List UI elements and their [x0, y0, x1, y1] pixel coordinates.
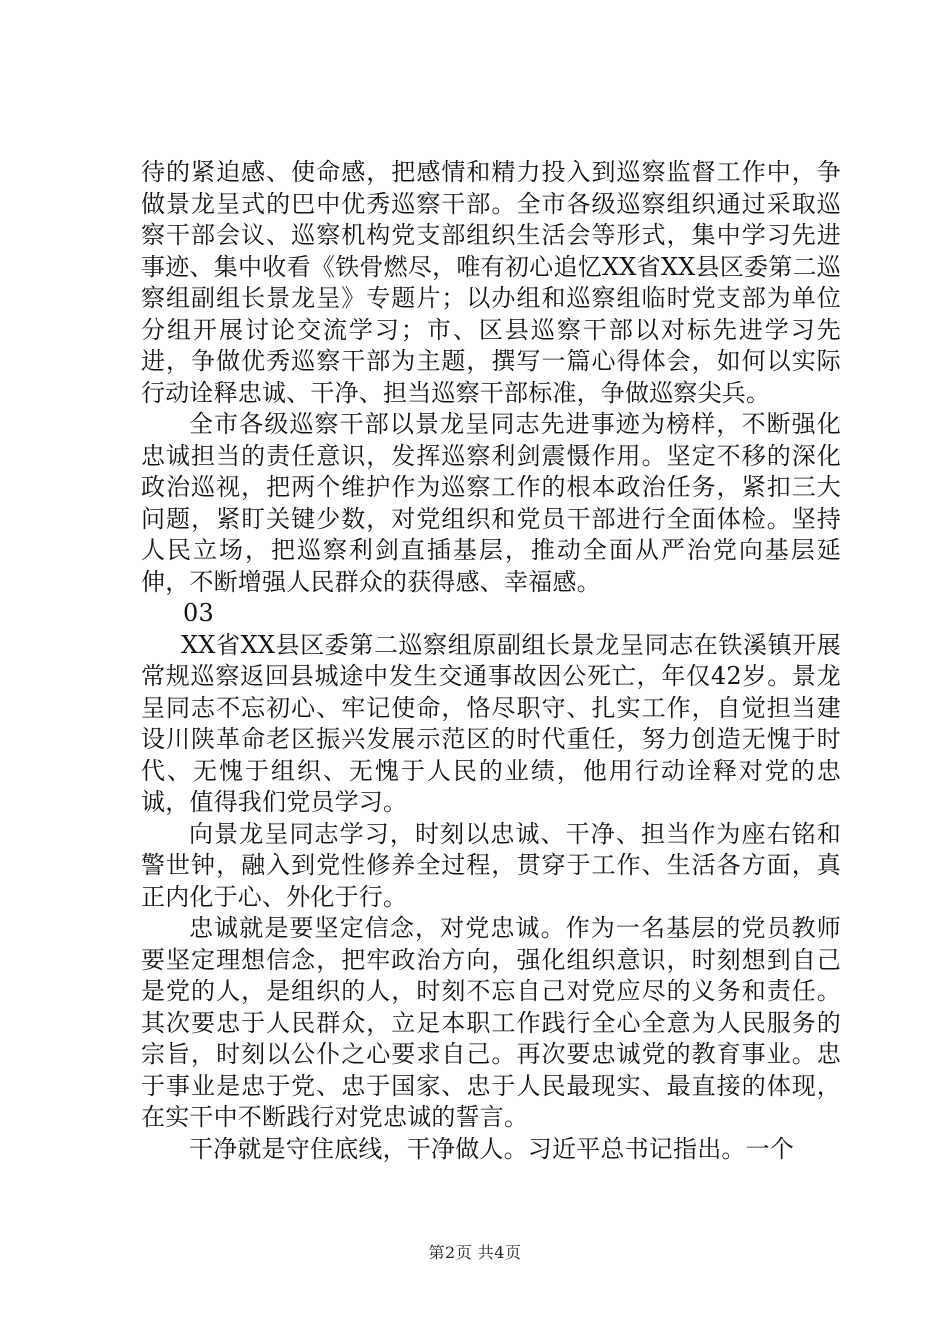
paragraph-loyalty: 忠诚就是要坚定信念，对党忠诚。作为一名基层的党员教师要坚定理想信念，把牢政治方向，强化组织意识，时刻想到自己是党的人，是组织的人，时刻不忘自己对党应尽的义务和责任。其次要忠于人民群众，立足本职工作践行全心全意为人民服务的宗旨，时刻以公仆之心要求自己。再次要忠诚党的教育事业。忠于事业是忠于党、忠于国家、忠于人民最现实、最直接的体现，在实干中不断践行对党忠诚的誓言。: [141, 914, 841, 1131]
paragraph-integrity: 干净就是守住底线，干净做人。习近平总书记指出。一个: [189, 1134, 794, 1163]
paragraph-learn-from: 向景龙呈同志学习，时刻以忠诚、干净、担当作为座右铭和警世钟，融入到党性修养全过程，贯穿于工作、生活各方面，真正内化于心、外化于行。: [141, 819, 841, 911]
paragraph-inspection-cadres: 全市各级巡察干部以景龙呈同志先进事迹为榜样，不断强化忠诚担当的责任意识，发挥巡察利剑震慑作用。坚定不移的深化政治巡视，把两个维护作为巡察工作的根本政治任务，紧扣三大问题，紧盯关键少数，对党组织和党员干部进行全面体检。坚持人民立场，把巡察利剑直插基层，推动全面从严治党向基层延伸，不断增强人民群众的获得感、幸福感。: [141, 410, 841, 596]
paragraph-jing-longcheng: XX省XX县区委第二巡察组原副组长景龙呈同志在铁溪镇开展常规巡察返回县城途中发生交通事故因公死亡，年仅42岁。景龙呈同志不忘初心、牢记使命，恪尽职守、扎实工作，自觉担当建设川陕革命老区振兴发展示范区的时代重任，努力创造无愧于时代、无愧于组织、无愧于人民的业绩，他用行动诠释对党的忠诚，值得我们党员学习。: [141, 630, 841, 816]
section-number: 03: [183, 599, 214, 627]
body-text: [141, 157, 841, 1165]
page-footer: 第2页 共4页: [428, 1243, 522, 1262]
paragraph-continuation: 待的紧迫感、使命感，把感情和精力投入到巡察监督工作中，争做景龙呈式的巴中优秀巡察干部。全市各级巡察组织通过采取巡察干部会议、巡察机构党支部组织生活会等形式，集中学习先进事迹、集中收看《铁骨燃尽，唯有初心追忆XX省XX县区委第二巡察组副组长景龙呈》专题片；以办组和巡察组临时党支部为单位分组开展讨论交流学习；市、区县巡察干部以对标先进学习先进，争做优秀巡察干部为主题，撰写一篇心得体会，如何以实际行动诠释忠诚、干净、担当巡察干部标准，争做巡察尖兵。: [141, 158, 841, 407]
